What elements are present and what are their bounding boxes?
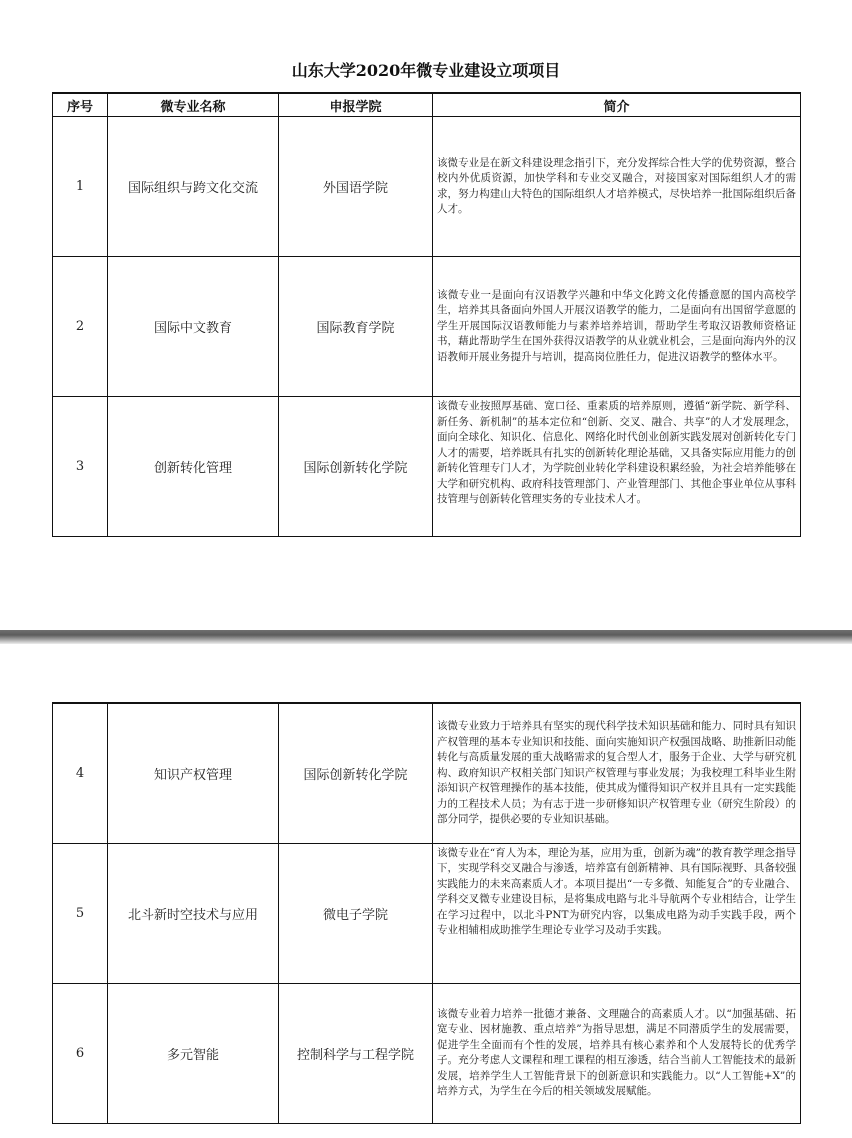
table-header-row	[53, 93, 801, 117]
row-num: 5	[53, 843, 108, 983]
row-num: 2	[53, 257, 108, 397]
table-row	[53, 257, 801, 397]
row-num: 1	[53, 117, 108, 257]
table-row	[53, 117, 801, 257]
row-name: 知识产权管理	[108, 703, 279, 843]
page-break-divider	[0, 630, 852, 644]
row-school: 国际创新转化学院	[279, 703, 433, 843]
row-desc: 该微专业致力于培养具有坚实的现代科学技术知识基础和能力、同时具有知识产权管理的基本专业知识和技能、面向实施知识产权强国战略、助推新旧动能转化与高质量发展的重大战略需求的复合型人才，服务于企业、大学与研究机构、政府知识产权相关部门知识产权管理与事业发展；为我校理工科毕业生附添知识产权管理操作的基本技能，使其成为懂得知识产权并且具有一定实践能力的工程技术人员；为有志于进一步研修知识产权管理专业（研究生阶段）的部分同学，提供必要的专业知识基础。	[433, 703, 801, 843]
row-name: 国际中文教育	[108, 257, 279, 397]
header-num: 序号	[53, 93, 108, 117]
table-row	[53, 983, 801, 1123]
table-row	[53, 703, 801, 843]
row-name: 北斗新时空技术与应用	[108, 843, 279, 983]
header-school: 申报学院	[279, 93, 433, 117]
row-name: 创新转化管理	[108, 397, 279, 537]
table-row	[53, 843, 801, 983]
row-num: 4	[53, 703, 108, 843]
row-school: 微电子学院	[279, 843, 433, 983]
project-table-page-2	[52, 702, 801, 1124]
page-title: 山东大学2020年微专业建设立项项目	[291, 61, 561, 80]
project-table-page-1	[52, 92, 801, 537]
row-name: 国际组织与跨文化交流	[108, 117, 279, 257]
table-row	[53, 397, 801, 537]
row-school: 国际创新转化学院	[279, 397, 433, 537]
row-desc: 该微专业着力培养一批德才兼备、文理融合的高素质人才。以“加强基础、拓宽专业、因材施教、重点培养”为指导思想，满足不同潜质学生的发展需要，促进学生全面而有个性的发展，培养具有核心素养和个人发展特长的优秀学子。充分考虑人文课程和理工课程的相互渗透，结合当前人工智能技术的最新发展，培养学生人工智能背景下的创新意识和实践能力。以“人工智能+X”的培养方式，为学生在今后的相关领域发展赋能。	[433, 983, 801, 1123]
row-school: 外国语学院	[279, 117, 433, 257]
header-desc: 简介	[433, 93, 801, 117]
row-school: 控制科学与工程学院	[279, 983, 433, 1123]
row-desc: 该微专业在“育人为本，理论为基，应用为重，创新为魂”的教育教学理念指导下，实现学科交叉融合与渗透，培养富有创新精神、具有国际视野、具备较强实践能力的未来高素质人才。本项目提出“一专多微、知能复合”的专业融合、学科交叉微专业建设目标，是将集成电路与北斗导航两个专业相结合，让学生在学习过程中，以北斗PNT为研究内容，以集成电路为动手实践手段，两个专业相辅相成助推学生理论专业学习及动手实践。	[433, 843, 801, 983]
row-desc: 该微专业是在新文科建设理念指引下，充分发挥综合性大学的优势资源，整合校内外优质资源，加快学科和专业交叉融合，对接国家对国际组织人才的需求，努力构建山大特色的国际组织人才培养模式，尽快培养一批国际组织后备人才。	[433, 117, 801, 257]
row-name: 多元智能	[108, 983, 279, 1123]
header-name: 微专业名称	[108, 93, 279, 117]
row-num: 6	[53, 983, 108, 1123]
row-school: 国际教育学院	[279, 257, 433, 397]
row-desc: 该微专业一是面向有汉语教学兴趣和中华文化跨文化传播意愿的国内高校学生，培养其具备面向外国人开展汉语教学的能力，二是面向有出国留学意愿的学生开展国际汉语教师能力与素养培养培训，帮助学生考取汉语教师资格证书，藉此帮助学生在国外获得汉语教学的从业就业机会，三是面向海内外的汉语教师开展业务提升与培训，提高岗位胜任力，促进汉语教学的整体水平。	[433, 257, 801, 397]
row-desc: 该微专业按照厚基础、宽口径、重素质的培养原则，遵循“新学院、新学科、新任务、新机制”的基本定位和“创新、交叉、融合、共享”的人才发展理念，面向全球化、知识化、信息化、网络化时代创业创新实践发展对创新转化专门人才的需要，培养既具有扎实的创新转化理论基础，又具备实际应用能力的创新转化管理专门人才，为学院创业转化学科建设积累经验，为社会培养能够在大学和研究机构、政府科技管理部门、产业管理部门、其他企事业单位从事科技管理与创新转化管理实务的专业技术人才。	[433, 397, 801, 537]
row-num: 3	[53, 397, 108, 537]
